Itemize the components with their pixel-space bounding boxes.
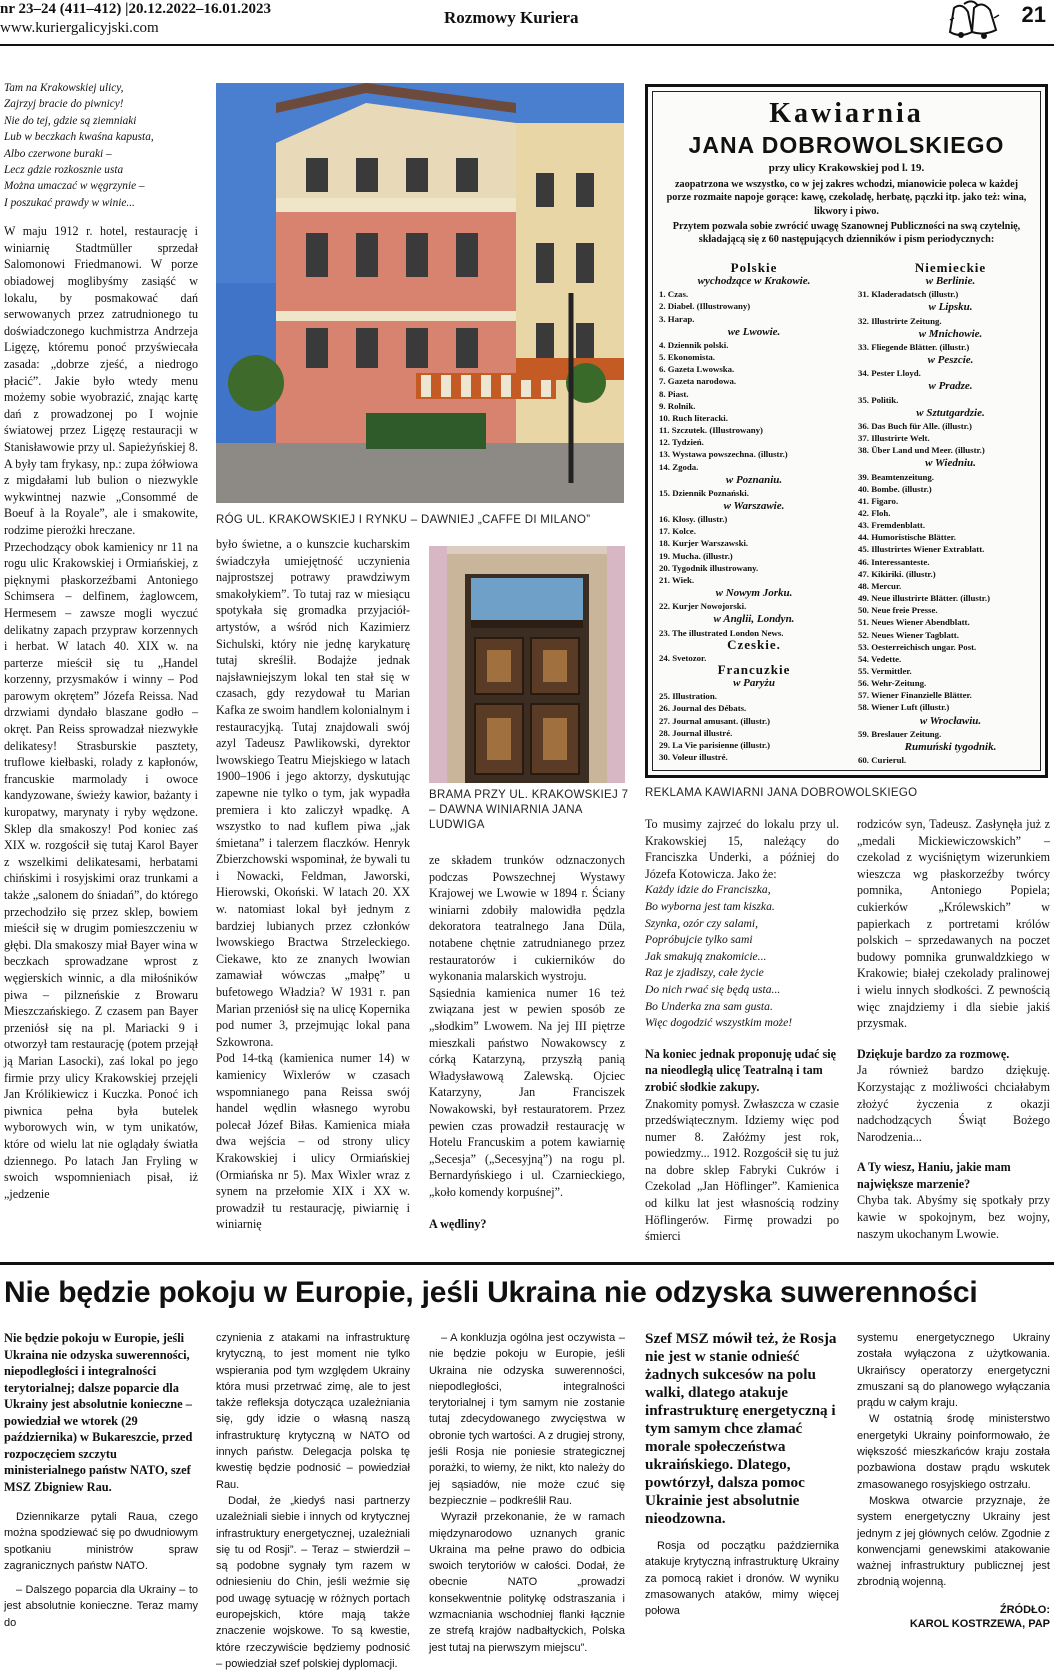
header-rule: [0, 44, 1054, 46]
source-author: KAROL KOSTRZEWA, PAP: [909, 1617, 1050, 1630]
paragraph: rodziców syn, Tadeusz. Zasłynęła już z „medali Mickiewiczowskich” – czekolad z wyciśniętym wizerunkiem wieszcza wg płaskorzeźby twórcy pomnika, Antoniego Popiela; cukierków „Królewskich” w papierkach z portretami królów polskich – sprzedawanych na poczet budowy pomnika grunwaldzkiego w Krakowie; białej czekolady pralinowej i wielu innych słodkości. Z pewnością więc znajdziemy i dla siebie jakiś przysmak.: [857, 817, 1050, 1031]
ad-periodical: 60. Curierul.: [858, 755, 907, 766]
ad-periodical: 17. Kolce.: [659, 526, 696, 537]
ad-periodical: 37. Illustrirte Welt.: [858, 433, 930, 444]
ad-title: Kawiarnia: [769, 98, 924, 129]
ad-periodical: 23. The illustrated London News.: [659, 627, 784, 638]
ad-periodical: 40. Bombe. (illustr.): [858, 483, 932, 494]
ad-periodical: 57. Wiener Finanzielle Blätter.: [858, 690, 972, 701]
paragraph: Wyraził przekonanie, że w ramach międzynarodowo uznanych granic Ukraina ma pełne prawo do odbicia swoich terytoriów w całości. Dodał, że obecnie NATO „prowadzi konsekwentnie politykę odstraszania i wzmacniania wschodniej flanki łącznie ze strefą krajów nadbałtyckich, Polska jest tutaj na pierwszym miejscu”.: [429, 1511, 625, 1654]
ad-periodical: 56. Wehr-Zeitung.: [858, 678, 927, 689]
ad-periodical: 54. Vedette.: [858, 653, 902, 664]
ad-city-heading: w Wrocławiu.: [919, 714, 982, 727]
ad-periodical: 53. Oesterreichisch ungar. Post.: [858, 641, 977, 652]
ad-periodical: 29. La Vie parisienne (illustr.): [659, 739, 771, 750]
ad-periodical: 55. Vermittler.: [858, 666, 912, 676]
poem-krakowska: Tam na Krakowskiej ulicy, Zajrzyj bracie do piwnicy! Nie do tej, gdzie są ziemniaki Lub w beczkach kwaśna kapusta, Albo czerwone buraki – Lecz gdzie rozkosznie usta Można umaczać w węgrzynie – I poszukać prawdy w winie...: [4, 82, 154, 209]
paragraph: Dodał, że „kiedyś nasi partnerzy uzależniali siebie i innych od krytycznej infrastruktury energetycznej, uzależniali się tu od Rosji”. – Teraz – stwierdził – są podobne sygnały tym razem w odniesieniu do Chin, jeśli weźmie się pod uwagę sytuację w różnych portach europejskich, które mają także znaczenie wojskowe. To są kwestie, które rzeczywiście będziemy podnosić – powiedział szef polskiej dyplomacji.: [216, 1494, 410, 1670]
ad-city-heading: w Anglii, Londyn.: [713, 613, 795, 626]
paragraph: Rosja od początku października atakuje krytyczną infrastrukturę Ukrainy za pomocą rakiet i dronów. W wyniku zmasowanych ataków, mimy więcej połowa: [645, 1540, 839, 1618]
ad-city-heading: w Paryżu: [733, 677, 775, 690]
ad-city-heading: w Warszawie.: [723, 499, 785, 512]
ad-periodical: 18. Kurjer Warszawski.: [659, 538, 749, 549]
ad-city-heading: w Wiedniu.: [925, 457, 976, 470]
paragraph: systemu energetycznego Ukrainy została wyłączona z użytkowania. Ukraińscy operatorzy energetyczni zmuszani są do planowego wyłączania prądu w całym kraju.: [857, 1332, 1050, 1410]
poem-underka: Każdy idzie do Franciszka, Bo wyborna jest tam kiszka. Szynka, ozór czy salami, Popróbujcie tylko sami Jak smakują znakomicie... Raz je zjadłszy, całe życie Do nich rwać się będą usta... Bo Underka zna sam gusta. Więc dogodzić wszystkim może!: [645, 883, 793, 1030]
ad-periodical: 36. Das Buch für Alle. (illustr.): [858, 420, 972, 431]
ad-periodical: 50. Neue freie Presse.: [858, 605, 938, 616]
subheading-question: A wędliny?: [429, 1217, 487, 1232]
ad-caption: REKLAMA KAWIARNI JANA DOBROWOLSKIEGO: [645, 787, 918, 799]
ad-periodical: 33. Fliegende Blätter. (illustr.): [858, 341, 970, 352]
ad-list-german: [858, 262, 1043, 766]
paragraph: To musimy zajrzeć do lokalu przy ul. Krakowskiej 15, należący do Franciszka Underki, a później do Józefa Kotowicza. Jako że:: [645, 817, 839, 881]
ad-periodical: 44. Humoristische Blätter.: [858, 532, 956, 543]
ad-periodical: 39. Beamtenzeitung.: [858, 471, 934, 482]
ad-city-heading: w Poznaniu.: [725, 473, 783, 486]
paragraph: Przechodzący obok kamienicy nr 11 na rogu ulic Krakowskiej i Ormiańskiej, z pięknymi płaskorzeźbami Antoniego Schimsera – delfinem, żaglowcem, Hermesem – zawsze mogli wyczuć delikatny zapach przypraw korzennych i herbat. W latach 40. XIX w. na parterze mieścił się tu „Handel korzenny, przysmaków i winny – Pod parowym okrętem” Józefa Reissa. Nad drzwiami dyndało blaszane godło – okręt. Pan Reiss sprowadzał niezwykłe delikatesy! Strasburskie pasztety, truflowe kiełbaski, rolady z kapłonów, francuskie marmolady i owoce kandyzowane, świeży kawior, bażanty i kuropatwy, marynaty i ryby wędzone. Sklep dla smakoszy! Pod koniec zaś XIX w. rozgościł się tutaj Karol Bayer z wszelkimi delikatesami, herbatami chińskimi i rosyjskimi oraz trunkami a także „salonem do śniadań”, do którego przechodziło się przez sklep, bowiem mieścił się w drugim pomieszczeniu w głębi. Dla smakoszy miał Bayer wina w beczkach sprowadzane wprost z węgierskich winnic, a dla miłośników piwa – pilzneńskie z Browaru Mieszczańskiego. Z czasem pan Bayer przeniósł się na pl. Mariacki 9 i otworzył tam restaurację (potem przejął ją Marian Lasocki), zaś lokal po jego firmie przy ulicy Krakowskiej przejęli Jan Królikiewicz i Kuczka. Ponoć ich piwnica pełna była butelek wyborowych win, w tym unikatów, które od wielu lat nie oglądały światła dziennego. Po latach Jan Fryling w swoich wspomnieniach pisał, iż „jedzenie: [4, 539, 198, 1201]
paragraph: było świetne, a o kunszcie kucharskim świadczyła umiejętność uczynienia najprostszej potrawy prawdziwym smakołykiem”. To tutaj raz w miesiącu spotykała się gromadka przyjaciół-artystów, a wśród nich Kazimierz Sichulski, który nie jednę karykaturę tutaj skreślił. Bodajże jednak najsławniejszym lokal ten stał się w czasach, gdy rezydował tu Marian Kafka ze swoim handlem kolonialnym i restauracyjką. Tutaj znajdowali swój azyl Tadeusz Pawlikowski, dyrektor lwowskiego Teatru Miejskiego w latach 1900–1906 i jego aktorzy, dyskutując zapewne nie tylko o tym, jak wypadła premiera i kto zaliczył wpadkę. A wszystko to nad kuflem piwa „jak śmietana” i talerzem flaczków. Henryk Zbierzchowski wspominał, że bywali tu i Nowacki, Feldman, Jaworski, Hierowski, Okoński. W latach 20. XX w. natomiast lokal był jednym z bardziej lubianych przez członków lwowskiego Bractwa Strzeleckiego. Ciekawe, kto ze znanych lwowian zamawiał wówczas „małpę” u bufetowego Władzia? W 1931 r. pan Marian przeniósł się na ulicę Kopernika pod numer 3, przejmując lokal pana Szkowrona.: [216, 537, 410, 1049]
ad-periodical: 35. Politik.: [858, 394, 899, 405]
article-column-3: [429, 852, 625, 1233]
ad-periodical: 45. Illustrirtes Wiener Extrablatt.: [858, 544, 985, 555]
paragraph: Znakomity pomysł. Zwłaszcza w czasie przedświątecznym. Idziemy więc pod numer 8. Załóżmy jest rok, powiedzmy... 1912. Rozgościł się tu już na dobre sklep Fabryki Cukrów i Czekolad „Jan Höflinger”. Kamienica od kilku lat jest własnością rodziny Höflingerów. Firmę prowadzi po śmierci: [645, 1096, 839, 1244]
ad-periodical: 12. Tydzień.: [659, 437, 704, 448]
issue-header: [0, 0, 271, 38]
paragraph: W maju 1912 r. hotel, restaurację i winiarnię Stadtmüller sprzedał Salomonowi Friedmanowi. W porze obiadowej moglibyśmy zasiąść w lokalu, by posmakować dań serwowanych przez zatrudnionego tu doświadczonego kuchmistrza Andrzeja Ligęzę, któremu ponoć przyświecała zasada: „dobrze zjeść, a niedrogo płacić”. Jakie było wtedy menu możemy sobie wyobrazić, znając kartę dań z prowadzonej po I wojnie światowej przez Ligęzę restauracji w Stanisławowie przy ul. Sapieżyńskiej 8. A były tam frykasy, np.: zupa żółwiowa z migdałami lub bulion o niezwykle wykwintnej nazwie „Consommé de Boeuf à la Royale”, ale i smakowite, rodzime pierożki hreczane.: [4, 224, 198, 537]
ad-periodical: 52. Neues Wiener Tagblatt.: [858, 629, 959, 640]
ad-periodical: 20. Tygodnik illustrowany.: [659, 562, 759, 573]
ad-periodical: 49. Neue illustrirte Blätter. (illustr.): [858, 593, 991, 604]
ad-periodical: 21. Wiek.: [659, 574, 695, 585]
paragraph: Dziennikarze pytali Raua, czego można spodziewać się po dwudniowym spotkaniu ministrów spraw zagranicznych państw NATO.: [4, 1511, 198, 1572]
paragraph: Moskwa otwarcie przyznaje, że system energetyczny Ukrainy jest jednym z jej głównych celów. Zgodnie z konwencjami genewskimi atakowanie ważnej infrastruktury publicznej jest zbrodnią wojenną.: [857, 1494, 1050, 1589]
ad-periodical: 8. Piast.: [659, 388, 689, 399]
ad-periodical: 32. Illustrirte Zeitung.: [858, 315, 942, 326]
ad-periodical: 5. Ekonomista.: [659, 352, 715, 363]
ad-list-header: Polskie: [730, 260, 778, 275]
ad-periodical: 31. Kladeradatsch (illustr.): [858, 289, 959, 300]
ad-city-heading: Rumuński tygodnik.: [904, 740, 997, 753]
paragraph: – A konkluzja ogólna jest oczywista – nie będzie pokoju w Europie, jeśli Ukraina nie odzyska suwerenności, niepodległości, integralności terytorialnej i tym samym nie zostanie tutaj zdecydowanego zwycięstwa w obronie tych wartości. A z drugiej strony, jeśli Rosja nie poniesie strategicznej porażki, to wiemy, że nikt, kto należy do jej sąsiadów, nie może czuć się bezpiecznie – podkreślił Rau.: [429, 1332, 625, 1507]
article-column-5: [857, 816, 1050, 1242]
paragraph: W ostatnią środę ministerstwo energetyki Ukrainy poinformowało, że większość mieszkańców kraju została pozbawiona dostaw prądu wskutek zmasowanego rosyjskiego ostrzału.: [857, 1413, 1050, 1491]
photo-caption-gate: BRAMA PRZY UL. KRAKOWSKIEJ 7 – DAWNA WINIARNIA JANA LUDWIGA: [429, 789, 629, 831]
paragraph: Pod 14-tką (kamienica numer 14) w kamienicy Wixlerów w czasach wspomnianego pana Reissa swój handel wędlin własnego wyrobu polecał Józef Biłas. Kamienica miała dwa wejścia – od strony ulicy Krakowskiej i ulicy Ormiańskiej (Ormiańska nr 5). Max Wixler wraz z synem na przełomie XIX i XX w. prowadził tu restaurację, piwiarnię i winiarnię: [216, 1051, 410, 1232]
ad-periodical: 19. Mucha. (illustr.): [659, 550, 733, 561]
ad-periodical: 26. Journal des Débats.: [659, 703, 747, 714]
ad-periodical: 46. Interessanteste.: [858, 556, 930, 567]
subheading-question: Dziękuje bardzo za rozmowę.: [857, 1046, 1010, 1061]
ad-periodical: 58. Wiener Luft (illustr.): [858, 702, 950, 713]
ad-periodical: 2. Diabeł. (Illustrowany): [659, 301, 751, 312]
ad-address: przy ulicy Krakowskiej pod l. 19.: [768, 162, 925, 174]
ad-list-header: Czeskie.: [727, 636, 781, 652]
ad-city-heading: w Sztutgardzie.: [916, 406, 985, 419]
article2-column-4: [645, 1330, 839, 1619]
photo-caption-corner: RÓG UL. KRAKOWSKIEJ I RYNKU – DAWNIEJ „CAFFE DI MILANO”: [216, 514, 591, 526]
ad-city-heading: w Pradze.: [928, 380, 973, 393]
ad-city-heading: w Peszcie.: [927, 354, 974, 367]
ad-list-polish: [659, 262, 849, 763]
ad-city-heading: w Berlinie.: [925, 275, 976, 288]
ad-periodical: 42. Floh.: [858, 507, 891, 518]
ad-city-heading: w Lipsku.: [928, 301, 973, 314]
ad-periodical: 16. Kłosy. (illustr.): [659, 514, 728, 525]
photo-krakowska-corner: [216, 83, 624, 503]
ad-city-heading: w Mnichowie.: [918, 327, 983, 340]
article2-column-1: [4, 1330, 198, 1631]
ad-periodical: 14. Zgoda.: [659, 461, 699, 472]
ad-periodical: 11. Szczutek. (Illustrowany): [659, 425, 763, 436]
paragraph: ze składem trunków odznaczonych podczas Powszechnej Wystawy Krajowej we Lwowie w 1894 r. Ściany winiarni zdobiły malowidła pędzla dekoratora teatralnego Jana Düla, notabene chętnie zatrudnianego przez restauratorów i cukierników do wykonania malarskich wystroju.: [429, 853, 625, 984]
paragraph: Chyba tak. Abyśmy się spotkały przy kawie w spokojnym, bez wojny, naszym ukochanym Lwowie.: [857, 1193, 1050, 1241]
website-link[interactable]: www.kuriergalicyjski.com: [0, 20, 159, 36]
ad-periodical: 6. Gazeta Lwowska.: [659, 364, 735, 375]
ad-periodical: 34. Pester Lloyd.: [858, 368, 921, 379]
ad-list-header: Niemieckie: [914, 260, 987, 275]
ad-city-heading: wychodzące w Krakowie.: [697, 275, 811, 288]
ad-periodical: 9. Rolnik.: [659, 400, 696, 411]
ad-periodical: 4. Dziennik polski.: [659, 339, 729, 350]
ad-periodical: 47. Kikiriki. (illustr.): [858, 568, 936, 579]
ad-periodical: 43. Fremdenblatt.: [858, 520, 926, 531]
subheading-question: A Ty wiesz, Haniu, jakie mam największe marzenie?: [857, 1160, 1011, 1191]
pull-quote: Szef MSZ mówił też, że Rosja nie jest w stanie odnieść żadnych sukcesów na polu walki, dlatego atakuje infrastrukturę energetyczną i tym samym chce złamać morale społeczeństwa ukraińskiego. Dlatego, powtórzył, dalsza pomoc Ukrainie jest absolutnie nieodzowna.: [645, 1330, 837, 1527]
article-column-4: [645, 816, 839, 1245]
paragraph: czynienia z atakami na infrastrukturę krytyczną, to jest moment nie tylko wspierania pod tym względem Ukrainy która musi przetrwać zimę, ale to jest także refleksja dotycząca uzależniania się, gdy idzie o własną naszą infrastrukturę krytyczną w NATO od innych państw. Delegacja polska tę kwestię będzie podnosić – powiedział Rau.: [216, 1332, 410, 1491]
paragraph: Ja również bardzo dziękuję. Korzystając z możliwości chciałabym złożyć życzenia z okazji nadchodzących Świąt Bożego Narodzenia...: [857, 1063, 1050, 1144]
subheading-question: Na koniec jednak proponuję udać się na nieodległą ulicę Teatralną i tam zrobić słodkie zakupy.: [645, 1046, 836, 1094]
article-headline: Nie będzie pokoju w Europie, jeśli Ukraina nie odzyska suwerenności: [4, 1276, 978, 1309]
ad-periodical: 24. Svetozor.: [659, 652, 707, 663]
article2-column-5: [857, 1330, 1050, 1631]
article2-column-3: [429, 1330, 625, 1656]
ad-periodical: 41. Figaro.: [858, 495, 899, 506]
ad-periodical: 48. Mercur.: [858, 580, 902, 591]
ad-periodical: 30. Voleur illustré.: [659, 752, 728, 763]
ad-intro: zaopatrzona we wszystko, co w jej zakres wchodzi, mianowicie poleca w każdej porze rozmaite napoje gorące: kawę, czekoladę, herbatę, pączki itp. jako też: wina, likwory i piwo.: [666, 179, 1027, 217]
ad-notice: Przytem pozwala sobie zwrócić uwagę Szanownej Publiczności na swą czytelnię, składającą się z 60 następujących dzienników i pism periodycznych:: [672, 221, 1021, 246]
ad-periodical: 22. Kurjer Nowojorski.: [659, 601, 747, 612]
cafe-advertisement: [645, 84, 1048, 778]
ad-periodical: 15. Dziennik Poznański.: [659, 487, 749, 498]
ad-periodical: 38. Über Land und Meer. (illustr.): [858, 445, 985, 456]
ad-list-header: Francuzkie: [717, 662, 791, 677]
ad-periodical: 1. Czas.: [659, 289, 689, 300]
page-number: 21: [1021, 2, 1046, 27]
issue-number: nr 23–24 (411–412) |20.12.2022–16.01.2023: [0, 1, 271, 17]
ad-periodical: 51. Neues Wiener Abendblatt.: [858, 617, 970, 628]
ad-city-heading: we Lwowie.: [727, 325, 781, 338]
ad-periodical: 7. Gazeta narodowa.: [659, 376, 737, 387]
ad-periodical: 27. Journal amusant. (illustr.): [659, 715, 771, 726]
ad-periodical: 28. Journal illustré.: [659, 727, 733, 738]
ad-periodical: 3. Harap.: [659, 313, 695, 324]
ad-periodical: 25. Illustration.: [659, 691, 717, 702]
paragraph: Sąsiednia kamienica numer 16 też związana jest w pewien sposób ze „słodkim” Lwowem. Na jej III piętrze mieszkali państwo Nowakowscy z córką Katarzyną, przyszłą panią Władysławową Zalewską. Ojciec Katarzyny, Jan Franciszek Nowakowski, był restauratorem. Przez pewien czas prowadził restaurację w Hotelu Francuskim a potem kawiarnię „Secesja” („Secesyjną”) na rogu pl. Bernardyńskiego i ul. Czarnieckiego, „koło komendy korpuśnej”.: [429, 985, 625, 1199]
article-column-1: [4, 80, 198, 1202]
ad-periodical: 13. Wystawa powszechna. (illustr.): [659, 449, 788, 460]
ad-city-heading: w Nowym Jorku.: [715, 587, 793, 600]
ad-periodical: 10. Ruch literacki.: [659, 412, 728, 423]
source-credit: [857, 1603, 1050, 1631]
photo-krakowska-gate: [429, 546, 625, 783]
article-lead: Nie będzie pokoju w Europie, jeśli Ukraina nie odzyska suwerenności, niepodległości i integralności terytorialnej; dalsze poparcie dla Ukrainy jest absolutnie konieczne – powiedział we wtorek (29 października) w Bukareszcie, przed rozpoczęciem szczytu ministerialnego państw NATO, szef MSZ Zbigniew Rau.: [4, 1331, 193, 1494]
article2-column-2: [216, 1330, 410, 1672]
source-label: ŹRÓDŁO:: [999, 1603, 1050, 1616]
paragraph: – Dalszego poparcia dla Ukrainy – to jest absolutnie konieczne. Teraz mamy do: [4, 1584, 198, 1629]
article-separator: [0, 1262, 1054, 1265]
section-title: Rozmowy Kuriera: [444, 8, 579, 27]
article-column-2: [216, 536, 410, 1233]
ad-owner: JANA DOBROWOLSKIEGO: [688, 132, 1005, 158]
ad-periodical: 59. Breslauer Zeitung.: [858, 728, 942, 739]
christmas-bells-icon: [944, 0, 1002, 44]
